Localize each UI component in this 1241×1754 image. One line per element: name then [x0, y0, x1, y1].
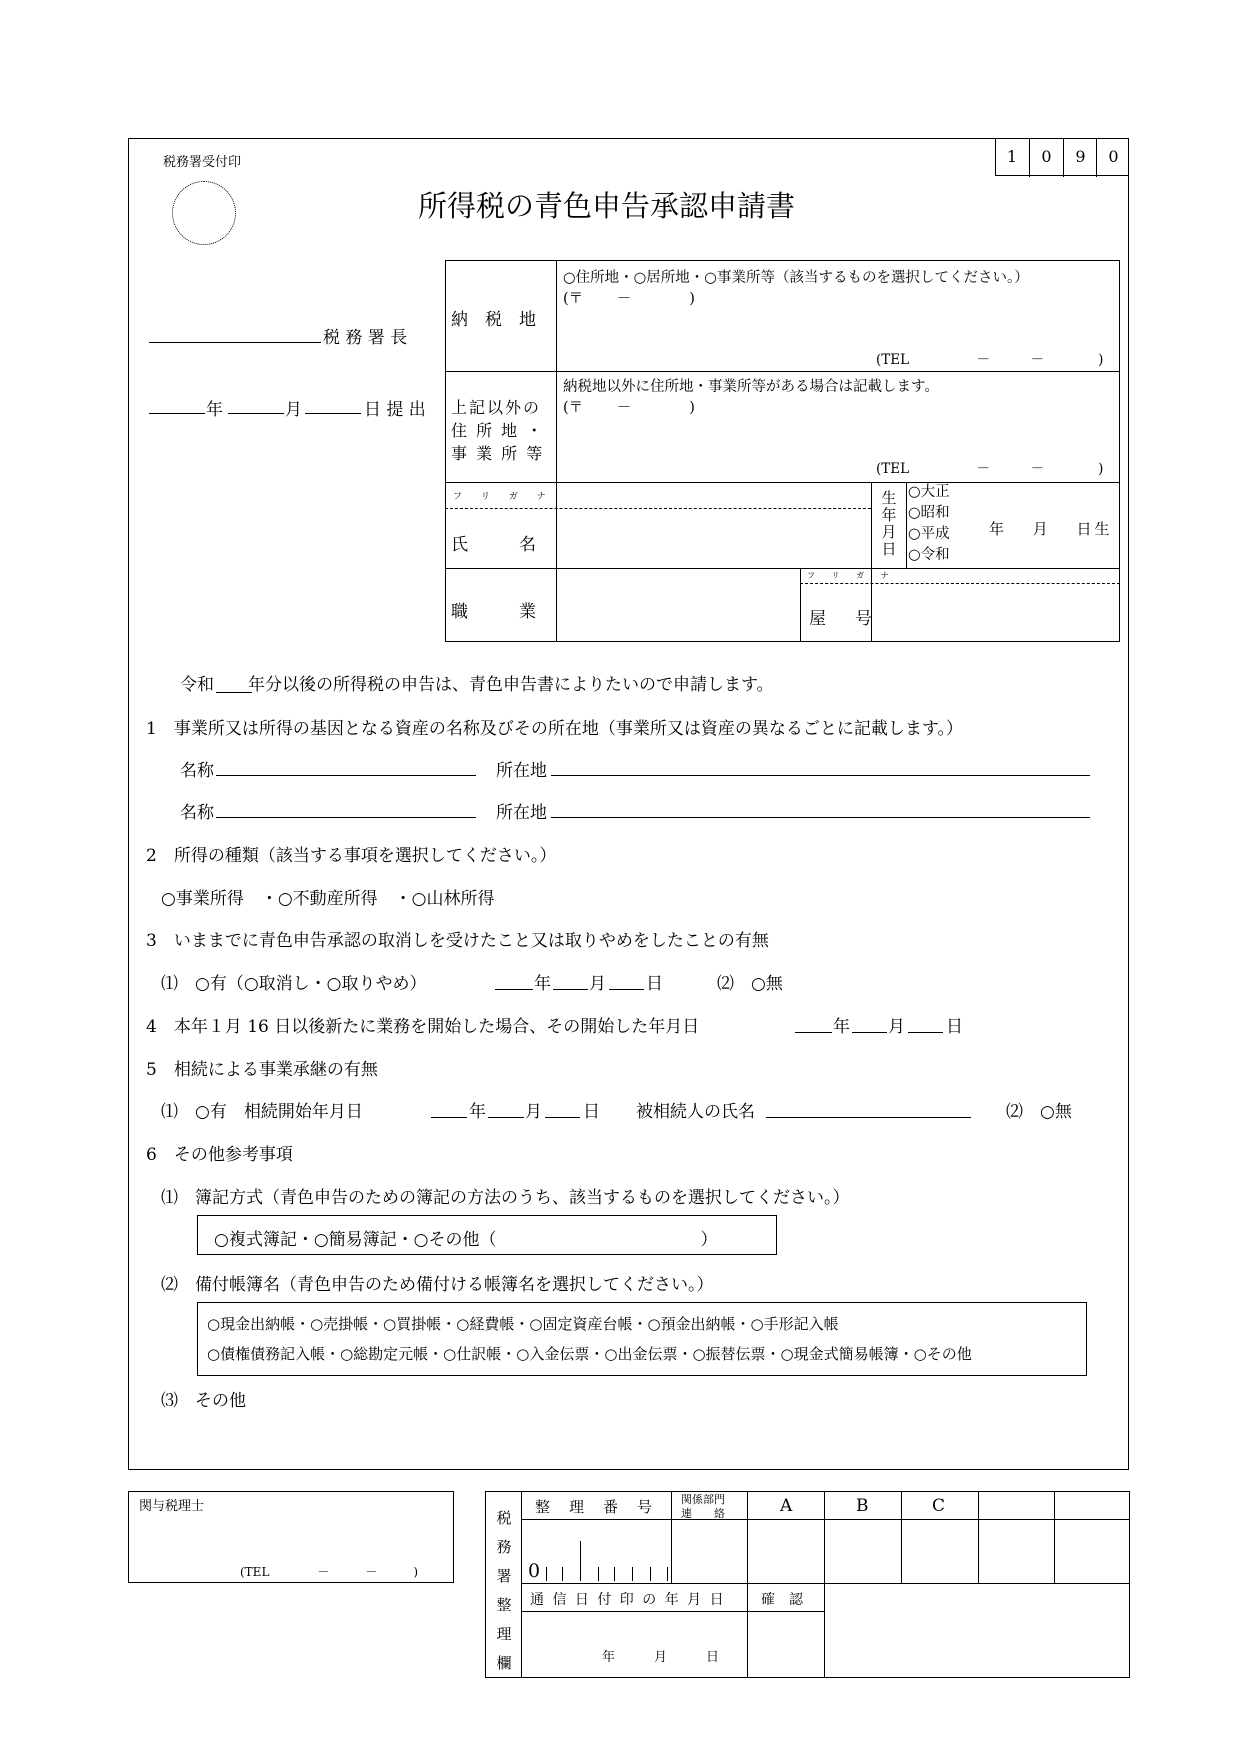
job-label: 職 業: [451, 602, 536, 622]
era-options[interactable]: [908, 482, 950, 566]
inherit-day-field[interactable]: [545, 1117, 580, 1118]
section-2-heading: 2 所得の種類（該当する事項を選択してください。）: [146, 846, 557, 866]
seiri-bangou-prefix: 0: [528, 1560, 541, 1582]
furigana-label: フ リ ガ ナ: [453, 492, 554, 502]
inherit-month-field[interactable]: [488, 1117, 524, 1118]
submit-year-field[interactable]: [149, 413, 205, 414]
submit-month-label: 月: [285, 400, 302, 420]
revocation-no-option[interactable]: ⑵ ○無: [717, 974, 783, 994]
yago-label: 屋 号: [809, 609, 878, 629]
reiwa-year-field[interactable]: [216, 692, 252, 693]
ledger-options-line-2[interactable]: ○債権債務記入帳・○総勘定元帳・○仕訳帳・○入金伝票・○出金伝票・○振替伝票・○現金式簡易帳簿・○その他: [207, 1345, 972, 1363]
era-reiwa[interactable]: ○令和: [908, 547, 950, 563]
birth-label: 生 年 月 日: [881, 489, 897, 558]
ledger-names-heading: ⑵ 備付帳簿名（青色申告のため備付ける帳簿名を選択してください。）: [161, 1275, 714, 1295]
start-year-field[interactable]: [795, 1032, 832, 1033]
stamp-label: 税務署受付印: [163, 155, 242, 170]
divider: [871, 482, 872, 568]
taxpayer-info-table: [445, 260, 1120, 642]
submit-day-field[interactable]: [305, 413, 361, 414]
divider: [1054, 1491, 1055, 1583]
business-location-field-1[interactable]: [551, 775, 1090, 776]
section-3-heading: 3 いままでに青色申告承認の取消しを受けたこと又は取りやめをしたことの有無: [146, 931, 769, 951]
digit-tick: [562, 1567, 563, 1581]
section-6-heading: 6 その他参考事項: [146, 1145, 293, 1165]
ymd-label: 日: [583, 1102, 600, 1122]
inherit-year-field[interactable]: [431, 1117, 467, 1118]
form-title: 所得税の青色申告承認申請書: [418, 189, 796, 223]
revocation-yes-option[interactable]: ⑴ ○有（○取消し・○取りやめ）: [161, 974, 427, 994]
revocation-month-field[interactable]: [553, 989, 588, 990]
submit-day-label: 日 提 出: [364, 400, 426, 420]
inheritance-yes-option[interactable]: ⑴ ○有 相続開始年月日: [161, 1102, 363, 1122]
era-taisho[interactable]: ○大正: [908, 484, 950, 500]
section-1-heading: 1 事業所又は所得の基因となる資産の名称及びその所在地（事業所又は資産の異なるごとに記載します。）: [146, 719, 963, 739]
business-name-field-1[interactable]: [216, 775, 476, 776]
digit-tick: [650, 1567, 651, 1581]
code-digit: 1: [1006, 147, 1018, 166]
seiri-bangou-label: 整 理 番 号: [535, 1498, 655, 1516]
revocation-year-field[interactable]: [495, 989, 533, 990]
tsushin-date-label: 通 信 日 付 印 の 年 月 日: [530, 1592, 726, 1608]
heir-name-label: 被相続人の氏名: [636, 1102, 755, 1122]
bookkeeping-method-options[interactable]: ○複式簿記・○簡易簿記・○その他（ ）: [214, 1230, 718, 1250]
divider: [978, 1491, 979, 1583]
other-address-label-3: 事 業 所 等: [451, 444, 545, 463]
bookkeeping-method-heading: ⑴ 簿記方式（青色申告のための簿記の方法のうち、該当するものを選択してください。）: [161, 1188, 850, 1208]
divider: [445, 482, 1120, 483]
ymd-label: 日: [646, 974, 663, 994]
tax-office-name-field[interactable]: [149, 342, 321, 343]
ymd-label: 年: [469, 1102, 486, 1122]
ymd-label: 月: [525, 1102, 542, 1122]
start-day-field[interactable]: [908, 1032, 943, 1033]
divider: [445, 371, 1120, 372]
era-showa[interactable]: ○昭和: [908, 505, 950, 521]
submit-month-field[interactable]: [228, 413, 284, 414]
digit-tick: [580, 1541, 581, 1581]
heir-name-field[interactable]: [766, 1117, 971, 1118]
other-heading: ⑶ その他: [161, 1391, 246, 1411]
section-4-heading: 4 本年１月 16 日以後新たに業務を開始した場合、その開始した年月日: [146, 1017, 700, 1037]
form-code-box: [995, 138, 1129, 176]
kakunin-label: 確 認: [761, 1592, 803, 1608]
divider: [521, 1519, 1130, 1520]
divider: [671, 1491, 672, 1583]
digit-tick: [632, 1567, 633, 1581]
ymd-label: 年: [534, 974, 551, 994]
digit-tick: [667, 1567, 668, 1581]
ymd-label: 年: [833, 1017, 850, 1037]
name-label-2: 名称: [180, 803, 214, 823]
divider: [824, 1491, 825, 1678]
ymd-label: 月: [888, 1017, 905, 1037]
code-digit: 9: [1063, 139, 1097, 177]
other-address-label-2: 住 所 地 ・: [451, 421, 545, 440]
receipt-stamp-circle: [172, 181, 236, 245]
other-address-label-1: 上記以外の: [451, 398, 542, 417]
revocation-day-field[interactable]: [609, 989, 644, 990]
column-b: B: [856, 1496, 869, 1516]
tax-accountant-label: 関与税理士: [139, 1499, 205, 1514]
business-location-field-2[interactable]: [551, 817, 1090, 818]
postal-code-field[interactable]: (〒 － ): [563, 291, 695, 307]
business-name-field-2[interactable]: [216, 817, 476, 818]
furigana-divider: [800, 583, 1120, 584]
postal-code-field[interactable]: (〒 － ): [563, 400, 695, 416]
column-c: C: [932, 1496, 946, 1516]
divider: [521, 1583, 1130, 1584]
start-month-field[interactable]: [852, 1032, 887, 1033]
digit-tick: [546, 1567, 547, 1581]
birth-ymd-label: 年 月 日生: [989, 520, 1113, 538]
nouzeichi-label: 納 税 地: [451, 310, 536, 330]
section-5-heading: 5 相続による事業承継の有無: [146, 1060, 378, 1080]
ymd-label: 日: [946, 1017, 963, 1037]
submit-year-label: 年: [206, 400, 223, 420]
code-digit: 0: [1029, 139, 1063, 177]
code-digit: 0: [1096, 139, 1130, 177]
name-label-1: 名称: [180, 761, 214, 781]
tel-field[interactable]: (TEL － － ): [876, 352, 1104, 368]
tax-office-suffix: 税 務 署 長: [323, 328, 408, 348]
tsushin-ymd: 年 月 日: [602, 1650, 720, 1665]
divider: [747, 1491, 748, 1678]
divider: [521, 1611, 824, 1612]
divider: [901, 1491, 902, 1583]
column-a: A: [780, 1496, 793, 1516]
divider: [556, 260, 557, 642]
name-label: 氏 名: [451, 535, 536, 555]
ledger-options-line-1[interactable]: ○現金出納帳・○売掛帳・○買掛帳・○経費帳・○固定資産台帳・○預金出納帳・○手形記入帳: [207, 1315, 839, 1333]
office-use-column-label: 税 務 署 整 理 欄: [496, 1509, 512, 1672]
location-label-1: 所在地: [496, 761, 547, 781]
intro-sentence: 令和 年分以後の所得税の申告は、青色申告書によりたいので申請します。: [180, 675, 774, 695]
renraku-label: 連 絡: [681, 1507, 725, 1520]
inheritance-no-option[interactable]: ⑵ ○無: [1006, 1102, 1072, 1122]
furigana-label: フ リ ガ ナ: [807, 571, 896, 580]
other-address-note: 納税地以外に住所地・事業所等がある場合は記載します。: [563, 379, 939, 395]
ymd-label: 月: [589, 974, 606, 994]
income-type-options[interactable]: ○事業所得 ・○不動産所得 ・○山林所得: [161, 889, 495, 909]
location-label-2: 所在地: [496, 803, 547, 823]
tel-field[interactable]: (TEL － － ): [876, 461, 1104, 477]
digit-tick: [598, 1567, 599, 1581]
kankei-bumon-label: 関係部門: [681, 1493, 725, 1506]
tax-accountant-tel[interactable]: (TEL － － ): [240, 1565, 419, 1579]
nouzeichi-options[interactable]: ○住所地・○居所地・○事業所等（該当するものを選択してください。）: [563, 270, 1029, 286]
digit-tick: [614, 1567, 615, 1581]
era-heisei[interactable]: ○平成: [908, 526, 950, 542]
divider: [800, 568, 801, 642]
furigana-divider: [445, 508, 871, 509]
divider: [445, 568, 1120, 569]
